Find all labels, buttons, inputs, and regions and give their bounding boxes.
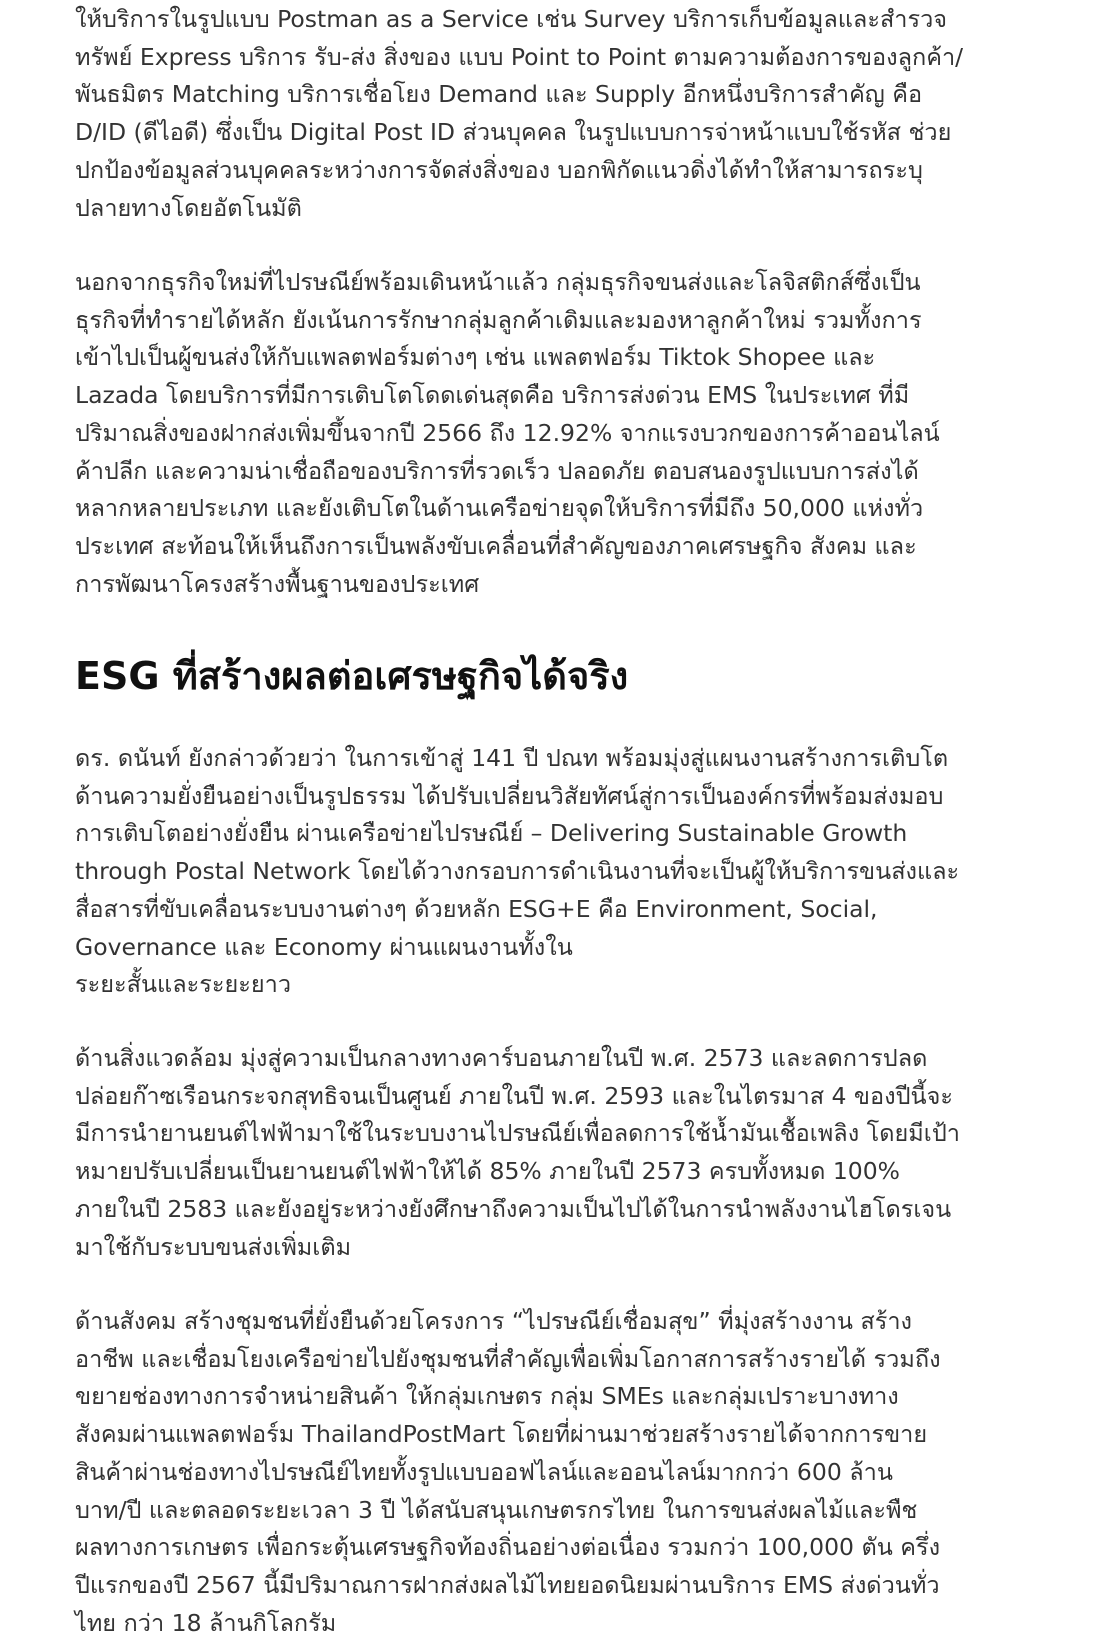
text-line: หลากหลายประเภท และยังเติบโตในด้านเครือข่ายจุดให้บริการที่มีถึง 50,000 แห่งทั่ว [75, 494, 924, 523]
text-line: ประเทศ สะท้อนให้เห็นถึงการเป็นพลังขับเคลื่อนที่สำคัญของภาคเศรษฐกิจ สังคม และ [75, 531, 917, 560]
text-line: สื่อสารที่ขับเคลื่อนระบบงานต่างๆ ด้วยหลัก ESG+E คือ Environment, Social, [75, 894, 878, 923]
text-line: ปล่อยก๊าซเรือนกระจกสุทธิจนเป็นศูนย์ ภายในปี พ.ศ. 2593 และในไตรมาส 4 ของปีนี้จะ [75, 1081, 953, 1110]
text-line: เข้าไปเป็นผู้ขนส่งให้กับแพลตฟอร์มต่างๆ เช่น แพลตฟอร์ม Tiktok Shopee และ [75, 343, 876, 372]
text-line: หมายปรับเปลี่ยนเป็นยานยนต์ไฟฟ้าให้ได้ 85% ภายในปี 2573 ครบทั้งหมด 100% [75, 1157, 901, 1186]
text-line: ด้านสังคม สร้างชุมชนที่ยั่งยืนด้วยโครงการ “ไปรษณีย์เชื่อมสุข” ที่มุ่งสร้างงาน สร้าง [75, 1307, 913, 1335]
text-line: อาชีพ และเชื่อมโยงเครือข่ายไปยังชุมชนที่สำคัญเพื่อเพิ่มโอกาสการสร้างรายได้ รวมถึง [75, 1344, 941, 1373]
text-line: มาใช้กับระบบขนส่งเพิ่มเติม [75, 1232, 352, 1261]
text-line: ให้บริการในรูปแบบ Postman as a Service เช่น Survey บริการเก็บข้อมูลและสำรวจ [75, 5, 948, 33]
logistics-paragraph [75, 264, 940, 603]
text-line: Lazada โดยบริการที่มีการเติบโตโดดเด่นสุดคือ บริการส่งด่วน EMS ในประเทศ ที่มี [75, 381, 910, 410]
text-line: การเติบโตอย่างยั่งยืน ผ่านเครือข่ายไปรษณีย์ – Delivering Sustainable Growth [75, 819, 908, 848]
text-line: บาท/ปี และตลอดระยะเวลา 3 ปี ได้สนับสนุนเกษตรกรไทย ในการขนส่งผลไม้และพืช [75, 1495, 918, 1524]
esg-paragraph [75, 740, 959, 1004]
text-line: ดร. ดนันท์ ยังกล่าวด้วยว่า ในการเข้าสู่ 141 ปี ปณท พร้อมมุ่งสู่แผนงานสร้างการเติบโต [75, 744, 949, 772]
text-line: Governance และ Economy ผ่านแผนงานทั้งใน [75, 932, 573, 961]
text-line: สินค้าผ่านช่องทางไปรษณีย์ไทยทั้งรูปแบบออฟไลน์และออนไลน์มากกว่า 600 ล้าน [75, 1457, 893, 1486]
text-line: ขยายช่องทางการจำหน่ายสินค้า ให้กลุ่มเกษตร กลุ่ม SMEs และกลุ่มเปราะบางทาง [75, 1382, 899, 1411]
text-line: through Postal Network โดยได้วางกรอบการดำเนินงานที่จะเป็นผู้ให้บริการขนส่งและ [75, 857, 960, 886]
environment-paragraph [75, 1040, 960, 1266]
text-line: ปลายทางโดยอัตโนมัติ [75, 193, 302, 222]
text-line: พันธมิตร Matching บริการเชื่อโยง Demand และ Supply อีกหนึ่งบริการสำคัญ คือ [75, 80, 923, 109]
social-paragraph [75, 1303, 941, 1642]
text-line: ด้านความยั่งยืนอย่างเป็นรูปธรรม ได้ปรับเปลี่ยนวิสัยทัศน์สู่การเป็นองค์กรที่พร้อมส่งมอบ [75, 781, 944, 810]
section-heading: ESG ที่สร้างผลต่อเศรษฐกิจได้จริง [75, 654, 629, 698]
text-line: มีการนำยานยนต์ไฟฟ้ามาใช้ในระบบงานไปรษณีย์เพื่อลดการใช้น้ำมันเชื้อเพลิง โดยมีเป้า [75, 1119, 960, 1148]
intro-paragraph [75, 1, 963, 227]
text-line: ธุรกิจที่ทำรายได้หลัก ยังเน้นการรักษากลุ่มลูกค้าเดิมและมองหาลูกค้าใหม่ รวมทั้งการ [75, 305, 922, 334]
text-line: ระยะสั้นและระยะยาว [75, 970, 292, 999]
text-line: ปริมาณสิ่งของฝากส่งเพิ่มขึ้นจากปี 2566 ถึง 12.92% จากแรงบวกของการค้าออนไลน์ [75, 418, 940, 447]
text-line: สังคมผ่านแพลตฟอร์ม ThailandPostMart โดยที่ผ่านมาช่วยสร้างรายได้จากการขาย [75, 1420, 928, 1449]
text-line: ไทย กว่า 18 ล้านกิโลกรัม [75, 1608, 337, 1637]
text-line: การพัฒนาโครงสร้างพื้นฐานของประเทศ [75, 569, 480, 598]
text-line: ปกป้องข้อมูลส่วนบุคคลระหว่างการจัดส่งสิ่งของ บอกพิกัดแนวดิ่งได้ทำให้สามารถระบุ [75, 155, 923, 184]
text-line: ปีแรกของปี 2567 นี้มีปริมาณการฝากส่งผลไม้ไทยยอดนิยมผ่านบริการ EMS ส่งด่วนทั่ว [75, 1570, 940, 1599]
text-line: ด้านสิ่งแวดล้อม มุ่งสู่ความเป็นกลางทางคาร์บอนภายในปี พ.ศ. 2573 และลดการปลด [75, 1044, 928, 1072]
text-line: ค้าปลีก และความน่าเชื่อถือของบริการที่รวดเร็ว ปลอดภัย ตอบสนองรูปแบบการส่งได้ [75, 456, 919, 485]
text-line: ผลทางการเกษตร เพื่อกระตุ้นเศรษฐกิจท้องถิ่นอย่างต่อเนื่อง รวมกว่า 100,000 ตัน ครึ่ง [75, 1533, 941, 1562]
text-line: ภายในปี 2583 และยังอยู่ระหว่างยังศึกษาถึงความเป็นไปได้ในการนำพลังงานไฮโดรเจน [75, 1194, 952, 1223]
text-line: นอกจากธุรกิจใหม่ที่ไปรษณีย์พร้อมเดินหน้าแล้ว กลุ่มธุรกิจขนส่งและโลจิสติกส์ซึ่งเป็น [75, 268, 921, 296]
text-line: D/ID (ดีไอดี) ซึ่งเป็น Digital Post ID ส่วนบุคคล ในรูปแบบการจ่าหน้าแบบใช้รหัส ช่วย [75, 118, 952, 147]
text-line: ทรัพย์ Express บริการ รับ-ส่ง สิ่งของ แบบ Point to Point ตามความต้องการของลูกค้า/ [75, 42, 964, 71]
